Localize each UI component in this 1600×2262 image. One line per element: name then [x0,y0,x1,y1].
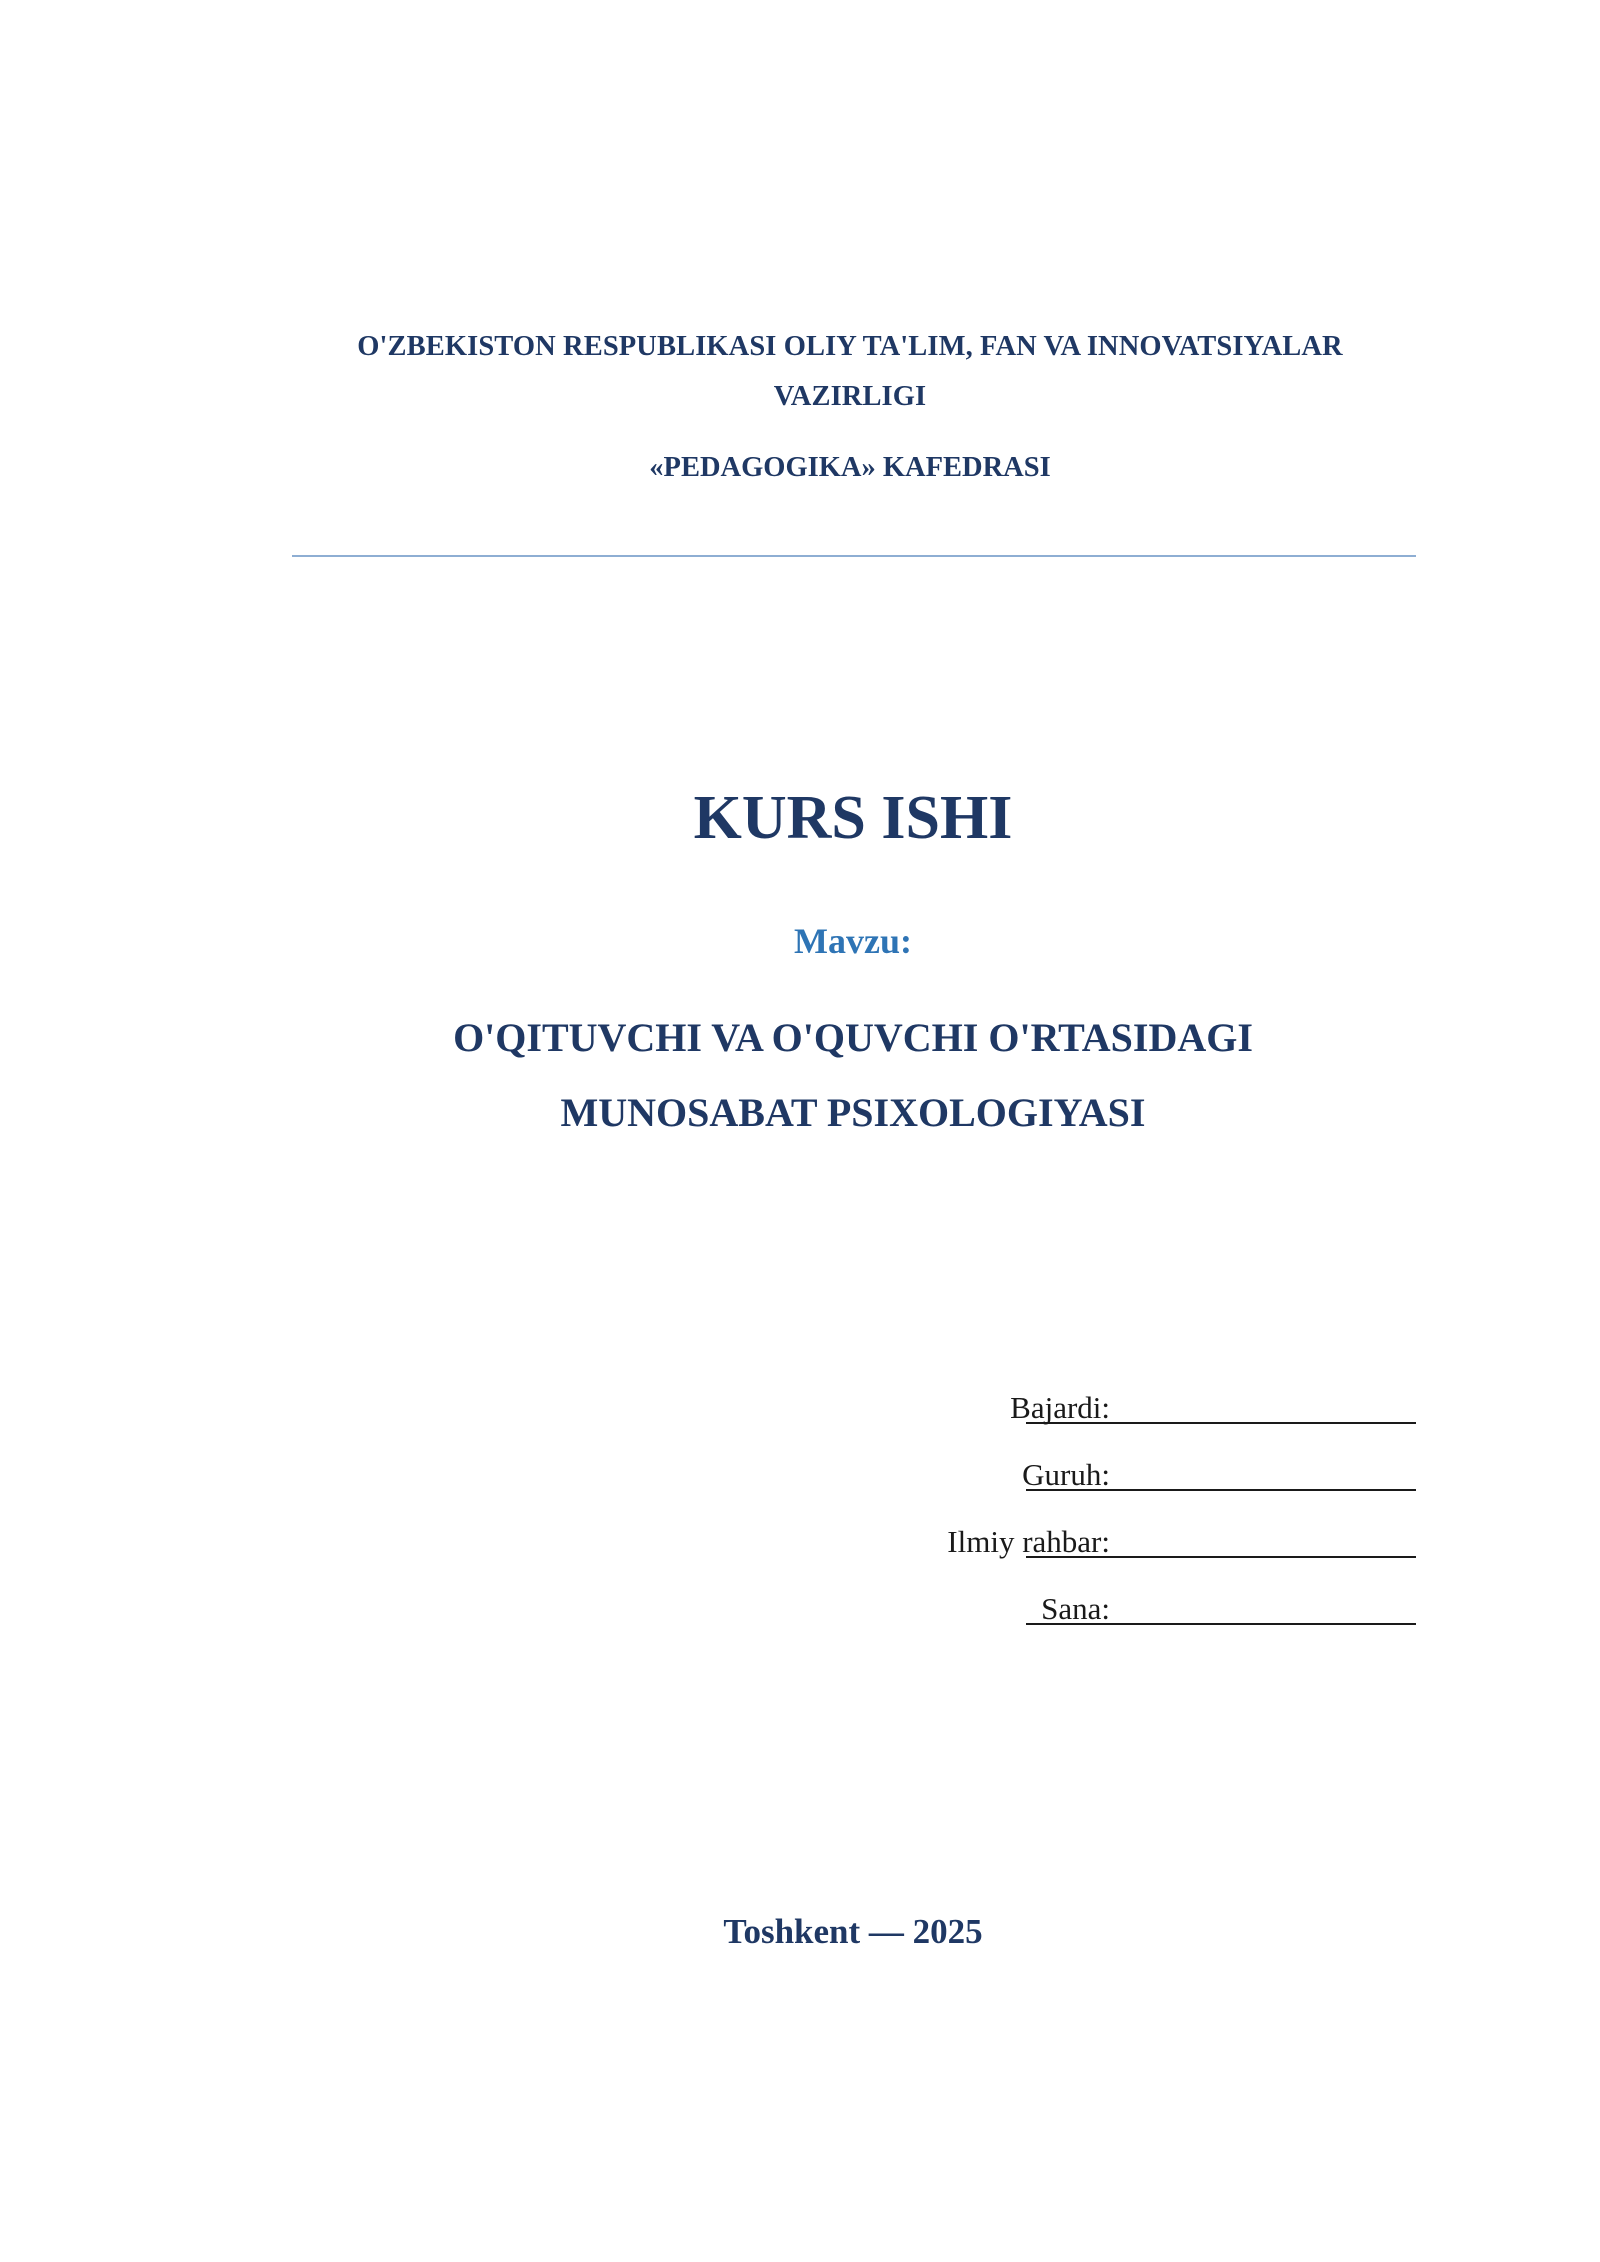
ministry-line-2: VAZIRLIGI [773,381,927,412]
info-blank-line-supervisor [1026,1556,1416,1558]
info-row-date [780,1587,1416,1654]
ministry-line-1: O'ZBEKISTON RESPUBLIKASI OLIY TA'LIM, FAN VA INNOVATSIYALAR [357,331,1343,362]
document-type-title: KURS ISHI [693,784,1013,852]
ministry-name [290,322,1410,422]
info-blank-line-performer [1026,1422,1416,1424]
info-label-supervisor: Ilmiy rahbar: [947,1524,1110,1559]
info-blank-line-date [1026,1623,1416,1625]
info-row-supervisor [780,1520,1416,1587]
info-row-group [780,1453,1416,1520]
department-name: «PEDAGOGIKA» KAFEDRASI [649,452,1051,483]
info-row-performer [780,1386,1416,1453]
city-year: Toshkent — 2025 [723,1912,983,1951]
topic-title-line-2: MUNOSABAT PSIXOLOGIYASI [560,1090,1146,1135]
topic-label: Mavzu: [794,921,912,961]
info-label-group: Guruh: [1022,1457,1110,1492]
topic-title [290,1000,1416,1150]
info-label-date: Sana: [1041,1591,1110,1626]
header-divider [292,555,1416,557]
info-label-performer: Bajardi: [1010,1390,1110,1425]
student-info-block [780,1386,1416,1654]
topic-title-line-1: O'QITUVCHI VA O'QUVCHI O'RTASIDAGI [453,1015,1253,1060]
info-blank-line-group [1026,1489,1416,1491]
